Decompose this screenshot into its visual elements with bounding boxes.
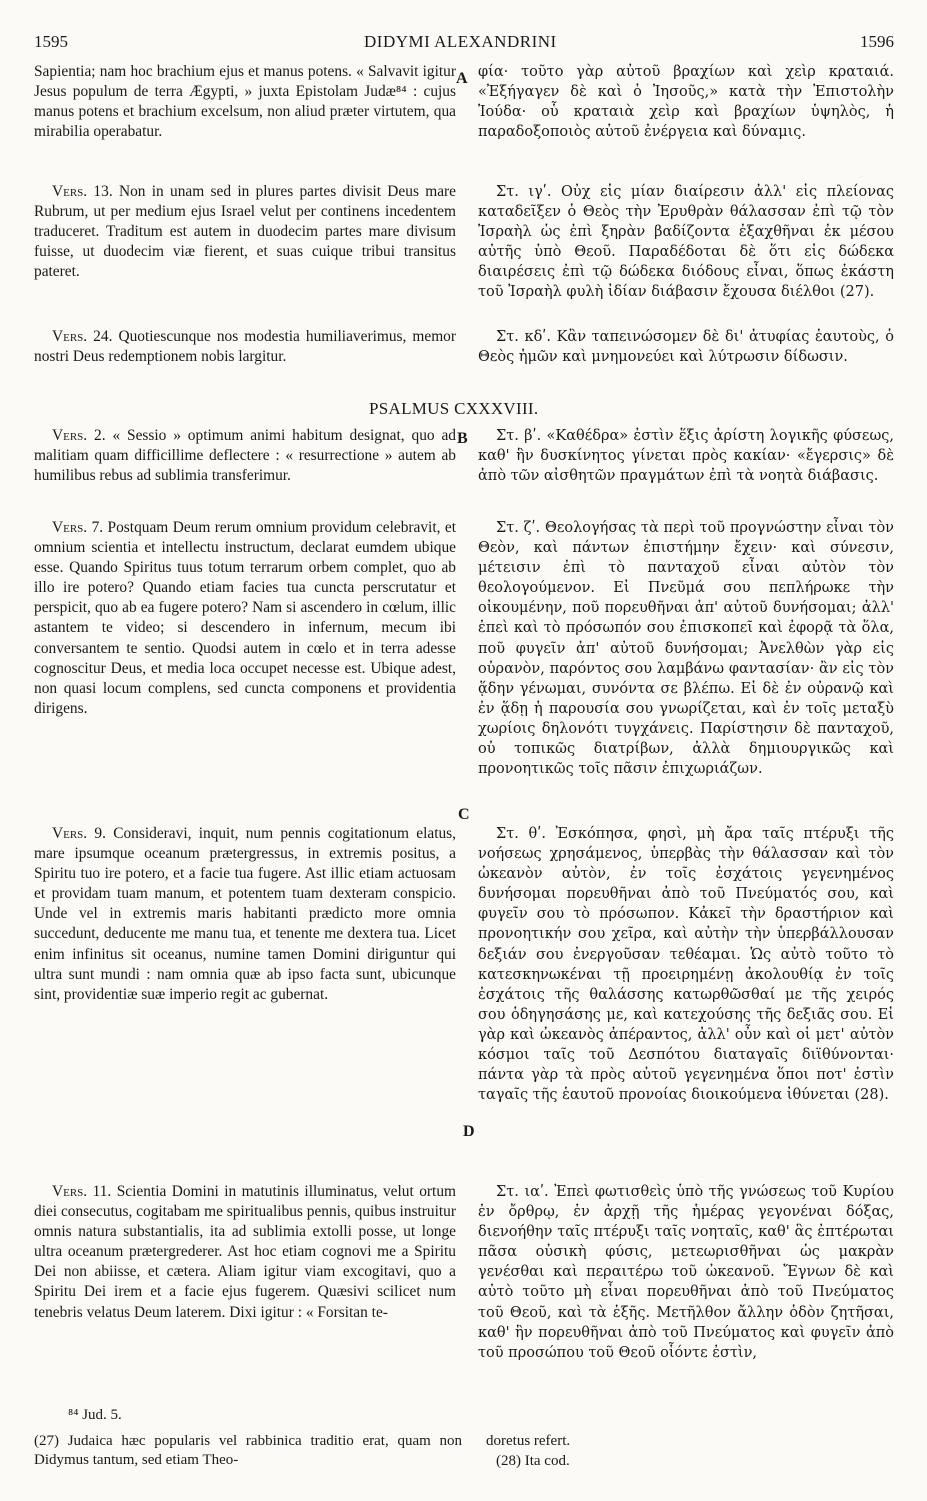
section-marker-b: B (457, 430, 468, 447)
footnote-27-continuation: doretus refert. (486, 1433, 571, 1449)
greek-st-24 (478, 327, 894, 367)
verse-text: Postquam Deum rerum omnium providum celebravit, et omnium scientia et intellectu instructum, declarat eumdem ubique esse. Quando Spiritus tuus totum terrarum orbem complet, quo ab illo ire potero? Quando etiam facies tua cuncta perscrutatur et perspicit, quo ab ea fugere potero? Nam si ascendero in cœlum, illic astantem te video; si descendero in infernum, mecum ibi conversantem te sentio. Quodsi autem in cœlo et in terra adesse cognoscitur Deus, et media loca occupet necesse est. Ubique adest, non quasi locum complens, sed cuncta componens et providentia dirigens. (34, 519, 456, 717)
section-marker-c: C (458, 806, 470, 823)
verse-label: Vers. 2. (52, 427, 106, 444)
verse-label: Vers. 11. (52, 1183, 112, 1200)
section-marker-d: D (463, 1123, 475, 1140)
latin-vers-2 (34, 426, 456, 486)
verse-label: Στ. κδʹ. (496, 329, 551, 345)
running-title: DIDYMI ALEXANDRINI (364, 32, 557, 51)
verse-text: Non in unam sed in plures partes divisit Deus mare Rubrum, ut per medium ejus Israel velut per continens incedentem traduceret. Traditum est autem in duodecim partes mare divisum fuisse, ut duodecim viæ fierent, et suas cuique tribui transitus pateret. (34, 183, 456, 281)
verse-text: Ἐσκόπησα, φησὶ, μὴ ἄρα ταῖς πτέρυξι τῆς νοήσεως χρησάμενος, ὑπερβὰς τὴν θάλασσαν καὶ τὸν ὠκεανὸν αὐτὸν, ἐν τοῖς ἐσχάτοις γεγενημένος δυνήσομαι πορευθῆναι ἀπὸ τοῦ Πνεύματός σου, καὶ φυγεῖν σου τὸ πρόσωπον. Κἀκεῖ τὴν δραστήριον καὶ προνοητικήν σου χεῖρα, καὶ αὐτὴν τὴν ὑπερβάλλουσαν δεξιάν σου ἐνεργοῦσαν τεθέαμαι. Ὡς αὐτὸ τοῦτο τὸ κατεσκηνωκέναι τῇ προειρημένῃ ἀκολουθίᾳ ἐν τοῖς ἐσχάτοις τῆς θαλάσσης κατωρθῶσθαί με τῆς χειρός σου ὁδηγησάσης με, καὶ κατεχούσης τῆς δεξιᾶς σου. Εἰ γὰρ καὶ ὠκεανὸς ἀπέραντος, ἀλλ' οὖν καὶ οἱ μετ' αὐτὸν κόσμοι ταῖς τοῦ Δεσπότου διαταγαῖς διϊθύνονται· πάντα γὰρ τὰ πρὸς αὐτοῦ γεγενημένα ὅποι ποτ' ἐστὶν ταγαῖς τῆς ἑαυτοῦ προνοίας διοικούμενα ἰθύνεται (28). (478, 826, 894, 1104)
verse-text: « Sessio » optimum animi habitum designat, quo ad malitiam quam difficillime deflectere : « resurrectione » autem ab humilibus rebus ad sublimia transferimur. (34, 427, 456, 485)
psalm-heading: PSALMUS CXXXVIII. (369, 399, 539, 418)
verse-label: Στ. θʹ. (496, 826, 546, 842)
verse-text: Consideravi, inquit, num pennis cogitationum elatus, mare ipsumque oceanum prætergressus, in extremis positus, a Spiritu tuo ire potero, et a facie tua fugere. Ast illic etiam actuosam et providam tuam manum, et potentem tuam dexteram conspicio. Unde vel in extremis maris habitanti prædicto more omnia succedunt, deducente me manu tua, et tenente me dextera tua. Licet enim infinitus sit oceanus, numine tamen Domini diriguntur qui ultra sunt mundi : nam omnia quæ ab ipso facta sunt, ubicunque sint, providentiæ suæ imperio regit ac gubernat. (34, 825, 457, 1003)
latin-vers-13 (34, 182, 456, 282)
verse-label: Στ. ζʹ. (496, 520, 541, 536)
greek-column (478, 62, 894, 1402)
verse-label: Vers. 9. (52, 825, 106, 842)
verse-label: Vers. 13. (52, 183, 113, 200)
greek-st-13 (478, 182, 894, 303)
left-page-number: 1595 (34, 32, 68, 51)
footnote-28: (28) Ita cod. (496, 1453, 570, 1469)
latin-vers-11 (34, 1182, 456, 1323)
verse-label: Vers. 24. (52, 328, 113, 345)
greek-st-11 (478, 1182, 894, 1363)
section-marker-a: A (456, 70, 468, 87)
latin-vers-24 (34, 327, 456, 367)
greek-st-2 (478, 426, 894, 486)
verse-label: Στ. ιγʹ. (496, 184, 552, 200)
latin-opening-paragraph: Sapientia; nam hoc brachium ejus et manus potens. « Salvavit igitur Jesus populum de terra Ægypti, » juxta Epistolam Judæ⁸⁴ : cujus manus potens et brachium excelsum, non aliud præter virtutem, qua mirabilia operabatur. (34, 63, 456, 141)
greek-st-9 (478, 824, 894, 1105)
verse-text: Scientia Domini in matutinis illuminatus, velut ortum diei consecutus, cogitabam me spiritualibus pennis, quibus instruitur omnis natura substantialis, ita ad sublimia extolli posse, ut longe ultra oceanum prætergrederer. Ast hoc etiam cognovi me a Spiritu Dei non abiisse, et cætera. Aliam igitur viam excogitavi, quo a Spiritu Dei irem et a facie ejus fugerem. Quæsivi scilicet num tenebris velatus Deum laterem. Dixi igitur : « Forsitan te- (34, 1183, 456, 1321)
verse-label: Στ. ιαʹ. (496, 1184, 549, 1200)
footnote-84: ⁸⁴ Jud. 5. (68, 1407, 122, 1423)
verse-text: «Καθέδρα» ἐστὶν ἕξις ἀρίστη λογικῆς φύσεως, καθ' ἣν δυσκίνητος γίνεται πρὸς κακίαν· «ἔγερσις» δὲ ἀπὸ τῶν αἰσθητῶν πραγμάτων ἐπὶ τὰ νοητὰ διάβασις. (478, 428, 894, 485)
latin-vers-7 (34, 518, 456, 719)
right-page-number: 1596 (860, 32, 894, 51)
verse-text: Οὐχ εἰς μίαν διαίρεσιν ἀλλ' εἰς πλείονας καταδεῖξεν ὁ Θεὸς τὴν Ἐρυθρὰν θάλασσαν ἐπὶ τῷ τὸν Ἰσραὴλ ὡς ἐπὶ ξηρὰν βαδίζοντα ἐξαχθῆναι ἐκ μέσου αὐτῆς ὑπὸ Θεοῦ. Παραδέδοται δὲ ὅτι εἰς δώδεκα διαιρέσεις ἐπὶ τῷ δώδεκα διόδους εἶναι, ὅπως ἑκάστη τοῦ Ἰσραὴλ φυλὴ ἰδίαν διάβασιν ἔχουσα διέλθοι (27). (478, 184, 894, 301)
verse-label: Vers. 7. (52, 519, 104, 536)
verse-label: Στ. βʹ. (496, 428, 542, 444)
page-header (34, 32, 894, 56)
greek-opening-paragraph: φία· τοῦτο γὰρ αὐτοῦ βραχίων καὶ χεὶρ κραταιά. «Ἐξήγαγεν δὲ καὶ ὁ Ἰησοῦς,» κατὰ τὴν Ἐπιστολὴν Ἰούδα· οὗ κραταιὰ χεὶρ καὶ βραχίων ὑψηλὸς, ἡ παραδοξοποιὸς αὐτοῦ ἐνέργεια καὶ δύναμις. (478, 64, 894, 141)
verse-text: Θεολογήσας τὰ περὶ τοῦ προγνώστην εἶναι τὸν Θεὸν, καὶ πάντων ἐπιστήμην ἔχειν· καὶ σύνεσιν, μέτεισιν ἐπὶ τὸ πανταχοῦ εἶναι αὐτὸν τὸν θεολογούμενον. Εἰ Πνεῦμά σου πεπλήρωκε τὴν οἰκουμένην, ποῦ πορευθῆναι ἀπ' αὐτοῦ δυνήσομαι; ἀλλ' ἐπεὶ καὶ τὸ πρόσωπόν σου ἐπισκοπεῖ καὶ ἐφορᾷ τὰ ὅλα, ποῦ φυγεῖν ἀπ' αὐτοῦ δυνήσομαι; Ἀνελθὼν γὰρ εἰς οὐρανὸν, παρόντος σου λαμβάνω φαντασίαν· ἂν εἰς τὸν ᾅδην γένωμαι, συνόντα σε βλέπω. Εἰ δὲ ἐν οὐρανῷ καὶ ἐν ᾅδῃ ἡ παρουσία σου γνωρίζεται, καὶ ἐν τοῖς μεταξὺ χωρίοις δηλονότι τυγχάνεις. Παρίστησιν δὲ πανταχοῦ, οὐ τοπικῶς διατρίβων, ἀλλὰ δημιουργικῶς καὶ προνοητικῶς τοῖς πᾶσιν ἐπιχωριάζων. (478, 520, 894, 778)
greek-st-7 (478, 518, 894, 779)
verse-text: Κἂν ταπεινώσομεν δὲ δι' ἀτυφίας ἑαυτοὺς, ὁ Θεὸς ἡμῶν καὶ μνημονεύει καὶ λύτρωσιν δίδωσιν. (478, 329, 894, 366)
verse-text: Quotiescunque nos modestia humiliaverimus, memor nostri Deus redemptionem nobis largitur. (34, 328, 456, 366)
verse-text: Ἐπεὶ φωτισθεὶς ὑπὸ τῆς γνώσεως τοῦ Κυρίου ἐν ὄρθρῳ, ἐν ἀρχῇ τῆς ἡμέρας γεγονέναι δόξας, διενοήθην ταῖς πτέρυξι ταῖς νοηταῖς, καθ' ἃς ἐπτέρωται πᾶσα οὐσικὴ φύσις, μετεωρισθῆναι ὡς μακρὰν γενέσθαι καὶ περαιτέρω τοῦ ὠκεανοῦ. Ἔγνων δὲ καὶ αὐτὸ τοῦτο μὴ εἶναι πορευθῆναι ἀπὸ τοῦ Πνεύματος τοῦ Θεοῦ, καὶ τὰ ἑξῆς. Μετῆλθον ἄλλην ὁδὸν ζητῆσαι, καθ' ἣν πορευθῆναι ἀπὸ τοῦ Πνεύματος καὶ φυγεῖν ἀπὸ τοῦ προσώπου τοῦ Θεοῦ οἷόντε ἐστὶν, (478, 1184, 894, 1361)
footnote-27-latin: (27) Judaica hæc popularis vel rabbinica traditio erat, quam non Didymus tantum, sed etiam Theo- (34, 1433, 462, 1468)
latin-column (34, 62, 456, 1402)
latin-vers-9 (34, 824, 456, 1005)
